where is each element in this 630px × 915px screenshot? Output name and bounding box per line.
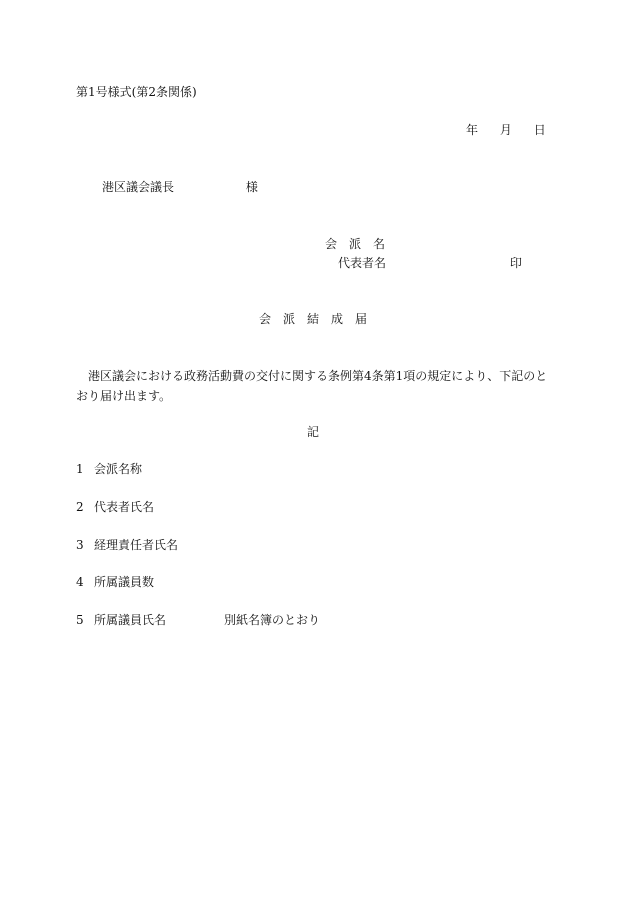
item-number: 2 [76, 500, 84, 514]
date-month: 月 [499, 123, 512, 137]
item-number: 5 [76, 613, 84, 627]
item-number: 3 [76, 538, 84, 552]
item-number: 1 [76, 462, 84, 476]
item-label: 代表者氏名 [94, 500, 155, 514]
date-day: 日 [533, 123, 546, 137]
list-item [76, 612, 320, 628]
date-line [466, 122, 546, 138]
representative-line [338, 255, 522, 271]
body-text: 港区議会における政務活動費の交付に関する条例第4条第1項の規定により、下記のとおり届け出ます。 [76, 369, 548, 403]
list-item [76, 537, 178, 553]
ki-marker: 記 [307, 425, 320, 439]
addressee-honorific: 様 [245, 180, 258, 194]
group-name-label: 会 派 名 [325, 237, 386, 251]
item-label: 所属議員数 [94, 575, 155, 589]
addressee [102, 179, 258, 195]
list-item [76, 499, 154, 515]
representative-label: 代表者名 [338, 256, 387, 270]
item-label: 所属議員氏名 [94, 613, 167, 627]
seal-mark: 印 [509, 256, 522, 270]
item-label: 経理責任者氏名 [94, 538, 179, 552]
item-number: 4 [76, 575, 84, 589]
date-year: 年 [466, 123, 479, 137]
form-number: 第1号様式(第2条関係) [76, 85, 197, 99]
item-note: 別紙名簿のとおり [224, 613, 321, 627]
document-title: 会 派 結 成 届 [259, 312, 368, 326]
list-item [76, 574, 154, 590]
list-item [76, 461, 142, 477]
item-label: 会派名称 [94, 462, 143, 476]
addressee-name: 港区議会議長 [102, 180, 175, 194]
